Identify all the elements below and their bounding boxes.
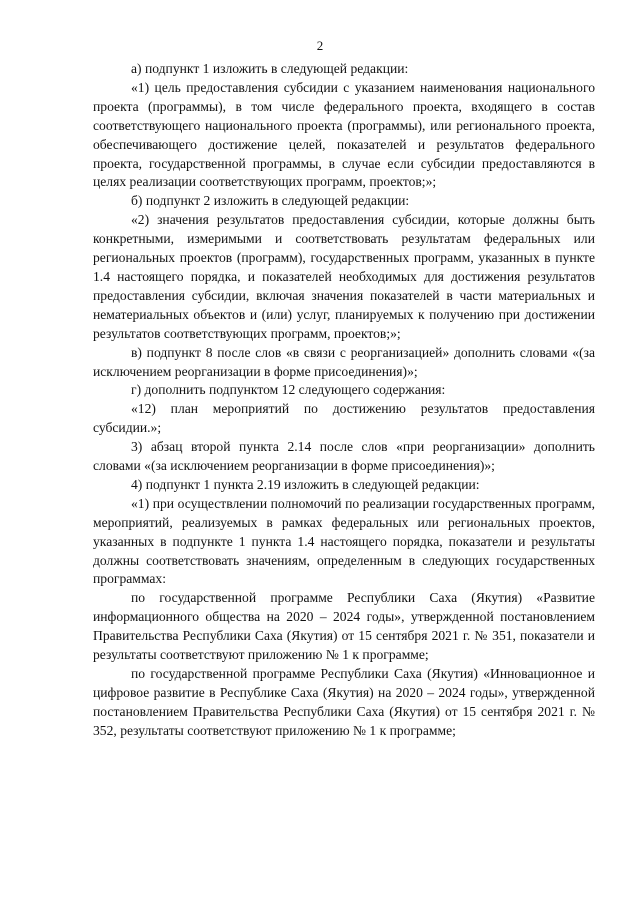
paragraph: «1) цель предоставления субсидии с указанием наименования национального проекта (программы), в том числе федерального проекта, входящего в состав соответствующего национального проекта (программы), или регионального проекта, обеспечивающего достижение целей, показателей и результатов федерального проекта, государственной программы, в случае если субсидии предоставляются в целях реализации соответствующих программ, проектов;»; bbox=[93, 79, 595, 190]
document-body bbox=[93, 60, 595, 741]
paragraph: по государственной программе Республики Саха (Якутия) «Развитие информационного общества на 2020 – 2024 годы», утвержденной постановлением Правительства Республики Саха (Якутия) от 15 сентября 2021 г. № 351, показатели и результаты соответствуют приложению № 1 к программе; bbox=[93, 590, 595, 663]
paragraph: «1) при осуществлении полномочий по реализации государственных программ, мероприятий, реализуемых в рамках федеральных или региональных проектов, указанных в подпункте 1 пункта 1.4 настоящего порядка, показатели и результаты должны соответствовать значениям, определенным в следующих государственных программах: bbox=[93, 495, 595, 587]
paragraph: 3) абзац второй пункта 2.14 после слов «при реорганизации» дополнить словами «(за исключением реорганизации в форме присоединения)»; bbox=[93, 439, 595, 474]
paragraph: г) дополнить подпунктом 12 следующего содержания: bbox=[131, 382, 446, 398]
page-number: 2 bbox=[316, 38, 324, 53]
paragraph: б) подпункт 2 изложить в следующей редакции: bbox=[131, 193, 410, 209]
paragraph: в) подпункт 8 после слов «в связи с реорганизацией» дополнить словами «(за исключением реорганизации в форме присоединения)»; bbox=[93, 344, 595, 379]
paragraph: 4) подпункт 1 пункта 2.19 изложить в следующей редакции: bbox=[131, 476, 480, 492]
paragraph: по государственной программе Республики Саха (Якутия) «Инновационное и цифровое развитие в Республике Саха (Якутия) на 2020 – 2024 годы», утвержденной постановлением Правительства Республики Саха (Якутия) от 15 сентября 2021 г. № 352, результаты соответствуют приложению № 1 к программе; bbox=[93, 666, 595, 738]
paragraph: «2) значения результатов предоставления субсидии, которые должны быть конкретными, измеримыми и соответствовать результатам федеральных или региональных проектов (программ), государственных программ, указанных в пункте 1.4 настоящего порядка, и показателей необходимых для достижения результатов предоставления субсидии, включая значения показателей в части материальных и нематериальных объектов и (или) услуг, планируемых к получению при достижении результатов соответствующих программ, проектов;»; bbox=[93, 212, 595, 341]
paragraph: а) подпункт 1 изложить в следующей редакции: bbox=[131, 61, 409, 76]
paragraph: «12) план мероприятий по достижению результатов предоставления субсидии.»; bbox=[93, 401, 595, 436]
